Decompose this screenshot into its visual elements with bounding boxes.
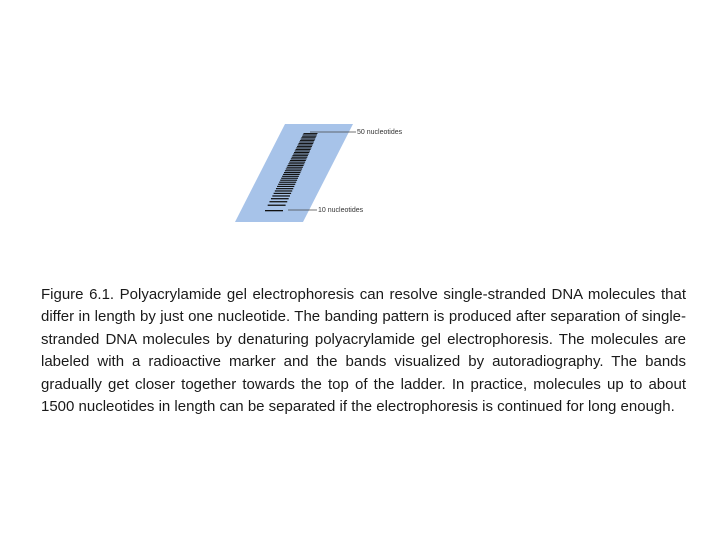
gel-band: [296, 149, 311, 150]
gel-band: [265, 210, 283, 211]
gel-band: [285, 170, 301, 171]
top-band-label: 50 nucleotides: [357, 129, 403, 136]
gel-band: [281, 178, 298, 179]
gel-band: [268, 205, 286, 206]
gel-band: [274, 193, 292, 194]
gel-band: [287, 167, 303, 168]
bottom-band-label: 10 nucleotides: [318, 207, 364, 214]
gel-band: [276, 188, 293, 189]
gel-band: [302, 136, 316, 137]
gel-band: [294, 152, 309, 153]
figure-caption: Figure 6.1. Polyacrylamide gel electrophoresis can resolve single-stranded DNA molecules that differ in length by just one nucleotide. The banding pattern is produced after separation of single-stranded DNA molecules by denaturing polyacrylamide gel electrophoresis. The molecules are labeled with a radioactive marker and the bands visualized by autoradiography. The bands gradually get closer together towards the top of the ladder. In practice, molecules up to about 1500 nucleotides in length can be separated if the electrophoresis is continued for long enough.: [41, 286, 686, 416]
gel-band: [292, 157, 308, 158]
gel-band: [278, 184, 295, 185]
gel-band: [298, 144, 313, 145]
gel-band: [299, 143, 314, 144]
gel-band: [288, 163, 304, 164]
gel-band: [300, 140, 315, 141]
gel-band: [301, 137, 315, 138]
gel-band: [283, 174, 300, 175]
gel-band: [272, 195, 290, 196]
gel-band: [299, 142, 314, 143]
gel-band: [288, 165, 304, 166]
gel-band: [296, 147, 311, 148]
gel-band: [277, 186, 294, 187]
gel-band: [301, 139, 315, 140]
gel-band: [293, 154, 308, 155]
gel-band: [297, 146, 312, 147]
gel-band: [290, 160, 306, 161]
gel-band: [282, 176, 299, 177]
gel-band: [304, 133, 318, 134]
gel-band: [286, 168, 302, 169]
gel-band: [295, 150, 310, 151]
gel-band: [303, 134, 317, 135]
gel-band: [280, 180, 297, 181]
gel-band: [284, 172, 301, 173]
gel-band: [271, 198, 289, 199]
gel-band: [269, 201, 287, 202]
gel-band: [291, 158, 307, 159]
gel-band: [275, 190, 292, 191]
gel-band: [289, 162, 305, 163]
gel-band: [279, 182, 296, 183]
gel-band: [292, 155, 308, 156]
